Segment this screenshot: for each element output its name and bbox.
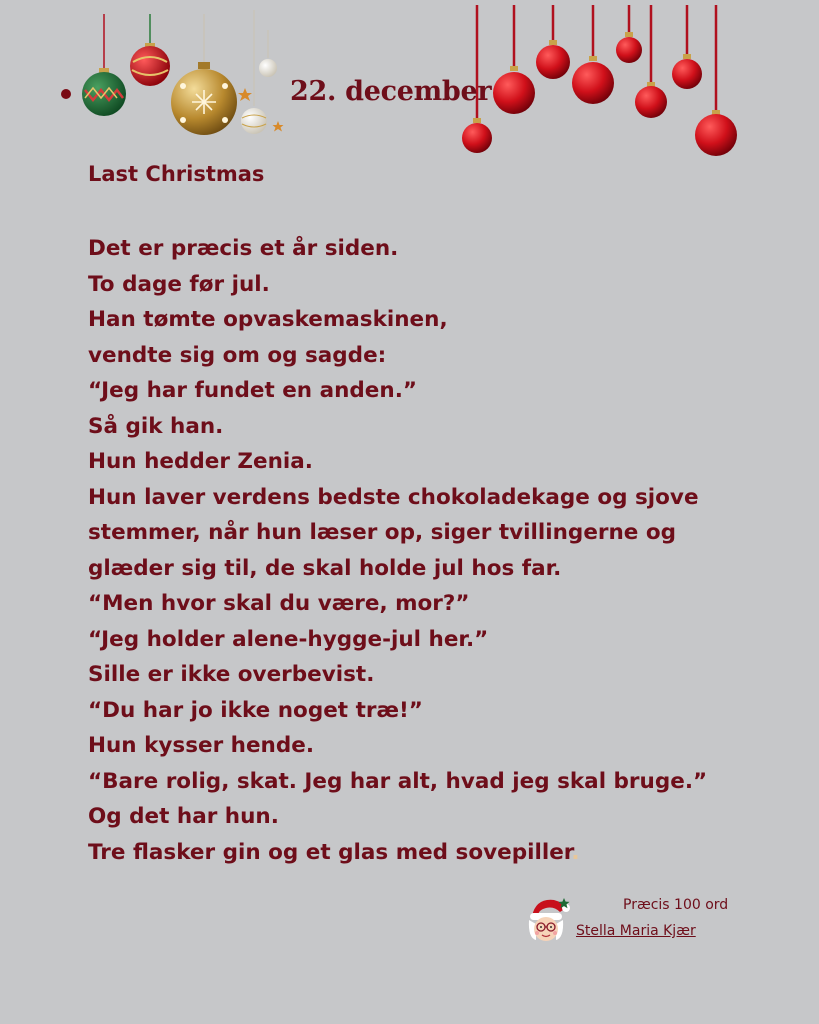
poem-line: “Jeg har fundet en anden.” bbox=[88, 378, 417, 403]
poem-line: Hun kysser hende. bbox=[88, 733, 315, 758]
poem-line: glæder sig til, de skal holde jul hos far. bbox=[88, 555, 562, 581]
poem-title: Last Christmas bbox=[88, 162, 265, 186]
christmas-ornaments-icon bbox=[55, 0, 295, 150]
poem-line: Og det har hun. bbox=[88, 804, 279, 829]
poem-line: “Bare rolig, skat. Jeg har alt, hvad jeg skal bruge.” bbox=[88, 768, 708, 794]
author-link[interactable]: Stella Maria Kjær bbox=[576, 923, 696, 939]
poem-last-line bbox=[88, 835, 707, 871]
poem-body bbox=[88, 231, 707, 870]
poem-line: “Men hvor skal du være, mor?” bbox=[88, 591, 470, 616]
poem-line: Det er præcis et år siden. bbox=[88, 236, 399, 261]
poem-line: Han tømte opvaskemaskinen, bbox=[88, 307, 448, 332]
poem-line: vendte sig om og sagde: bbox=[88, 342, 387, 368]
poem-line: Hun hedder Zenia. bbox=[88, 449, 313, 474]
poem-line: To dage før jul. bbox=[88, 271, 270, 297]
word-count: Præcis 100 ord bbox=[623, 897, 729, 913]
poem-last-line-text: Tre flasker gin og et glas med sovepiller bbox=[88, 839, 572, 865]
poem-line: Sille er ikke overbevist. bbox=[88, 662, 375, 687]
poem-last-line-period: . bbox=[571, 839, 580, 865]
poem-line: “Du har jo ikke noget træ!” bbox=[88, 697, 423, 723]
hanging-red-baubles-icon bbox=[455, 0, 755, 165]
poem-line: “Jeg holder alene-hygge-jul her.” bbox=[88, 626, 489, 652]
poem-line: stemmer, når hun læser op, siger tvillingerne og bbox=[88, 520, 677, 545]
santa-hat-avatar-icon bbox=[524, 894, 572, 944]
author-footer bbox=[524, 894, 754, 950]
poem-line: Så gik han. bbox=[88, 413, 224, 439]
date-heading: 22. december bbox=[290, 76, 492, 107]
poem-line: Hun laver verdens bedste chokoladekage og sjove bbox=[88, 484, 699, 510]
